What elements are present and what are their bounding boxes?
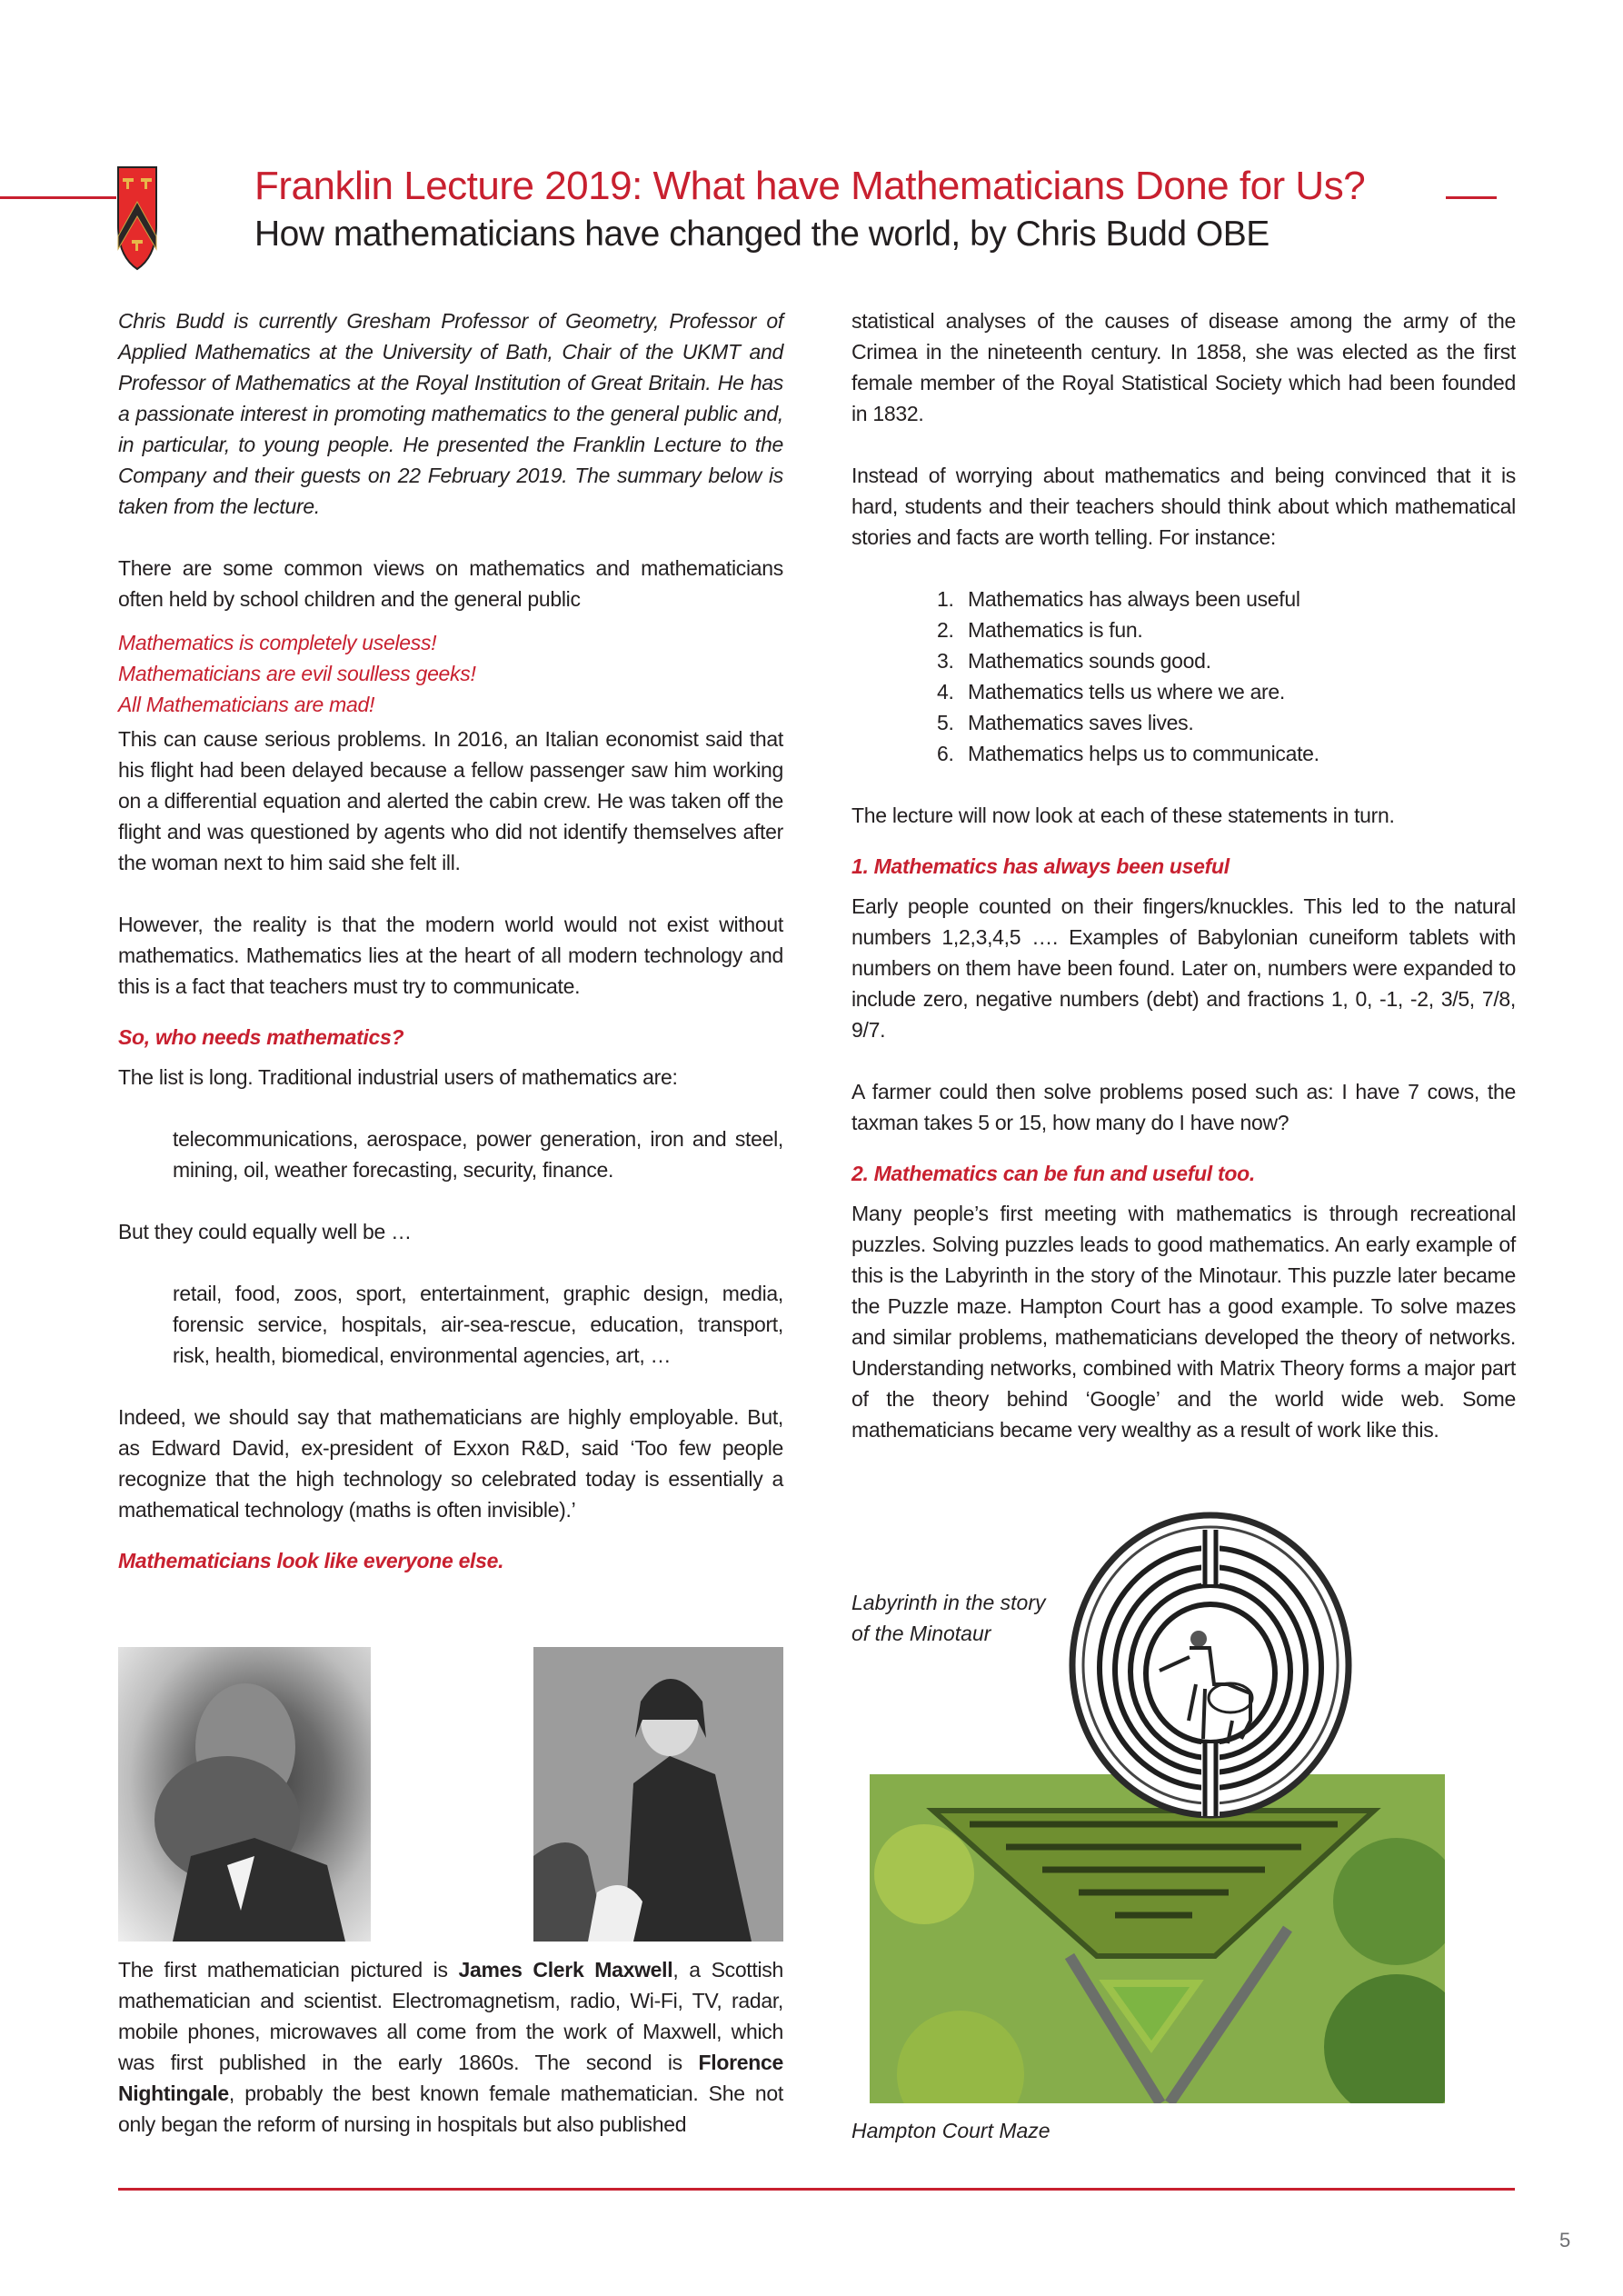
name-nightingale: Florence Nightingale <box>118 2051 783 2105</box>
maxwell-portrait <box>118 1647 371 1942</box>
page-subtitle: How mathematicians have changed the world, by Chris Budd OBE <box>254 215 1270 254</box>
section-heading: 2. Mathematics can be fun and useful too. <box>851 1162 1255 1185</box>
list-item: 4. Mathematics tells us where we are. <box>937 680 1285 704</box>
section-heading: 1. Mathematics has always been useful <box>851 854 1230 878</box>
right-column <box>851 305 1516 1445</box>
maze-caption: Hampton Court Maze <box>851 2119 1050 2142</box>
section-heading: Mathematicians look like everyone else. <box>118 1549 504 1572</box>
paragraph: A farmer could then solve problems posed such as: I have 7 cows, the taxman takes 5 or 15, how many do I have now? <box>851 1080 1516 1134</box>
list-item: 1. Mathematics has always been useful <box>937 587 1300 611</box>
footer-rule <box>118 2188 1515 2191</box>
paragraph: Indeed, we should say that mathematicians are highly employable. But, as Edward David, ex-president of Exxon R&D, said ‘Too few people recognize that the high technology so celebrated today is essentially a mathematical technology (maths is often invisible).’ <box>118 1405 783 1522</box>
common-view: All Mathematicians are mad! <box>118 693 375 716</box>
crest-icon <box>116 162 158 273</box>
author-intro: Chris Budd is currently Gresham Professor of Geometry, Professor of Applied Mathematics at the University of Bath, Chair of the UKMT and Professor of Mathematics at the Royal Institution of Great Britain. He has a passionate interest in promoting mathematics to the general public and, in particular, to young people. He presented the Franklin Lecture to the Company and their guests on 22 February 2019. The summary below is taken from the lecture. <box>118 309 783 518</box>
name-maxwell: James Clerk Maxwell <box>458 1958 673 1982</box>
paragraph: But they could equally well be … <box>118 1220 412 1243</box>
common-view: Mathematics is completely useless! <box>118 631 437 654</box>
industry-list: retail, food, zoos, sport, entertainment, graphic design, media, forensic service, hospitals, air-sea-rescue, education, transport, risk, health, biomedical, environmental agencies, art, … <box>173 1282 783 1367</box>
paragraph: There are some common views on mathematics and mathematicians often held by school children and the general public <box>118 556 783 611</box>
statements-list <box>851 584 1516 769</box>
paragraph: Many people’s first meeting with mathematics is through recreational puzzles. Solving puzzles leads to good mathematics. An early example of this is the Labyrinth in the story of the Minotaur. This puzzle later became the Puzzle maze. Hampton Court has a good example. To solve mazes and similar problems, mathematicians developed the theory of networks. Understanding networks, combined with Matrix Theory forms a major part of the theory behind ‘Google’ and the world wide web. Some mathematicians became very wealthy as a result of work like this. <box>851 1202 1516 1442</box>
paragraph: statistical analyses of the causes of disease among the army of the Crimea in the nineteenth century. In 1858, she was elected as the first female member of the Royal Statistical Society which had been founded in 1832. <box>851 309 1516 425</box>
left-column <box>118 305 783 1576</box>
hampton-court-maze-photo <box>870 1774 1445 2103</box>
labyrinth-image <box>1069 1512 1352 1819</box>
paragraph: This can cause serious problems. In 2016, an Italian economist said that his flight had been delayed because a fellow passenger saw him working on a differential equation and alerted the cabin crew. He was taken off the flight and was questioned by agents who did not identify themselves after the woman next to him said she felt ill. <box>118 727 783 874</box>
industry-list: telecommunications, aerospace, power generation, iron and steel, mining, oil, weather forecasting, security, finance. <box>173 1127 783 1182</box>
paragraph: The first mathematician pictured is James Clerk Maxwell, a Scottish mathematician and scientist. Electromagnetism, radio, Wi-Fi, TV, radar, mobile phones, microwaves all come from the work of Maxwell, which was first published in the early 1860s. The second is Florence Nightingale, probably the best known female mathematician. She not only began the reform of nursing in hospitals but also published <box>118 1958 783 2136</box>
list-item: 3. Mathematics sounds good. <box>937 649 1211 673</box>
paragraph: The lecture will now look at each of these statements in turn. <box>851 804 1395 827</box>
paragraph: However, the reality is that the modern world would not exist without mathematics. Mathematics lies at the heart of all modern technology and this is a fact that teachers must try to communicate. <box>118 913 783 998</box>
left-bottom-column <box>118 1954 783 2140</box>
page-title: Franklin Lecture 2019: What have Mathematicians Done for Us? <box>254 164 1366 208</box>
paragraph: Instead of worrying about mathematics and being convinced that it is hard, students and their teachers should think about which mathematical stories and facts are worth telling. For instance: <box>851 464 1516 549</box>
paragraph: The list is long. Traditional industrial users of mathematics are: <box>118 1065 678 1089</box>
labyrinth-caption: Labyrinth in the story of the Minotaur <box>851 1591 1046 1645</box>
paragraph: Early people counted on their fingers/knuckles. This led to the natural numbers 1,2,3,4,5 …. Examples of Babylonian cuneiform tablets with numbers on them have been found. Later on, numbers were expanded to include zero, negative numbers (debt) and fractions 1, 0, -1, -2, 3/5, 7/8, 9/7. <box>851 894 1516 1042</box>
section-heading: So, who needs mathematics? <box>118 1025 404 1049</box>
page-number: 5 <box>1559 2229 1571 2251</box>
list-item: 5. Mathematics saves lives. <box>937 711 1194 734</box>
nightingale-portrait <box>533 1647 783 1942</box>
header-right-rule <box>1446 196 1497 199</box>
header-left-rule <box>0 196 116 199</box>
list-item: 6. Mathematics helps us to communicate. <box>937 742 1319 765</box>
list-item: 2. Mathematics is fun. <box>937 618 1143 642</box>
common-view: Mathematicians are evil soulless geeks! <box>118 662 476 685</box>
